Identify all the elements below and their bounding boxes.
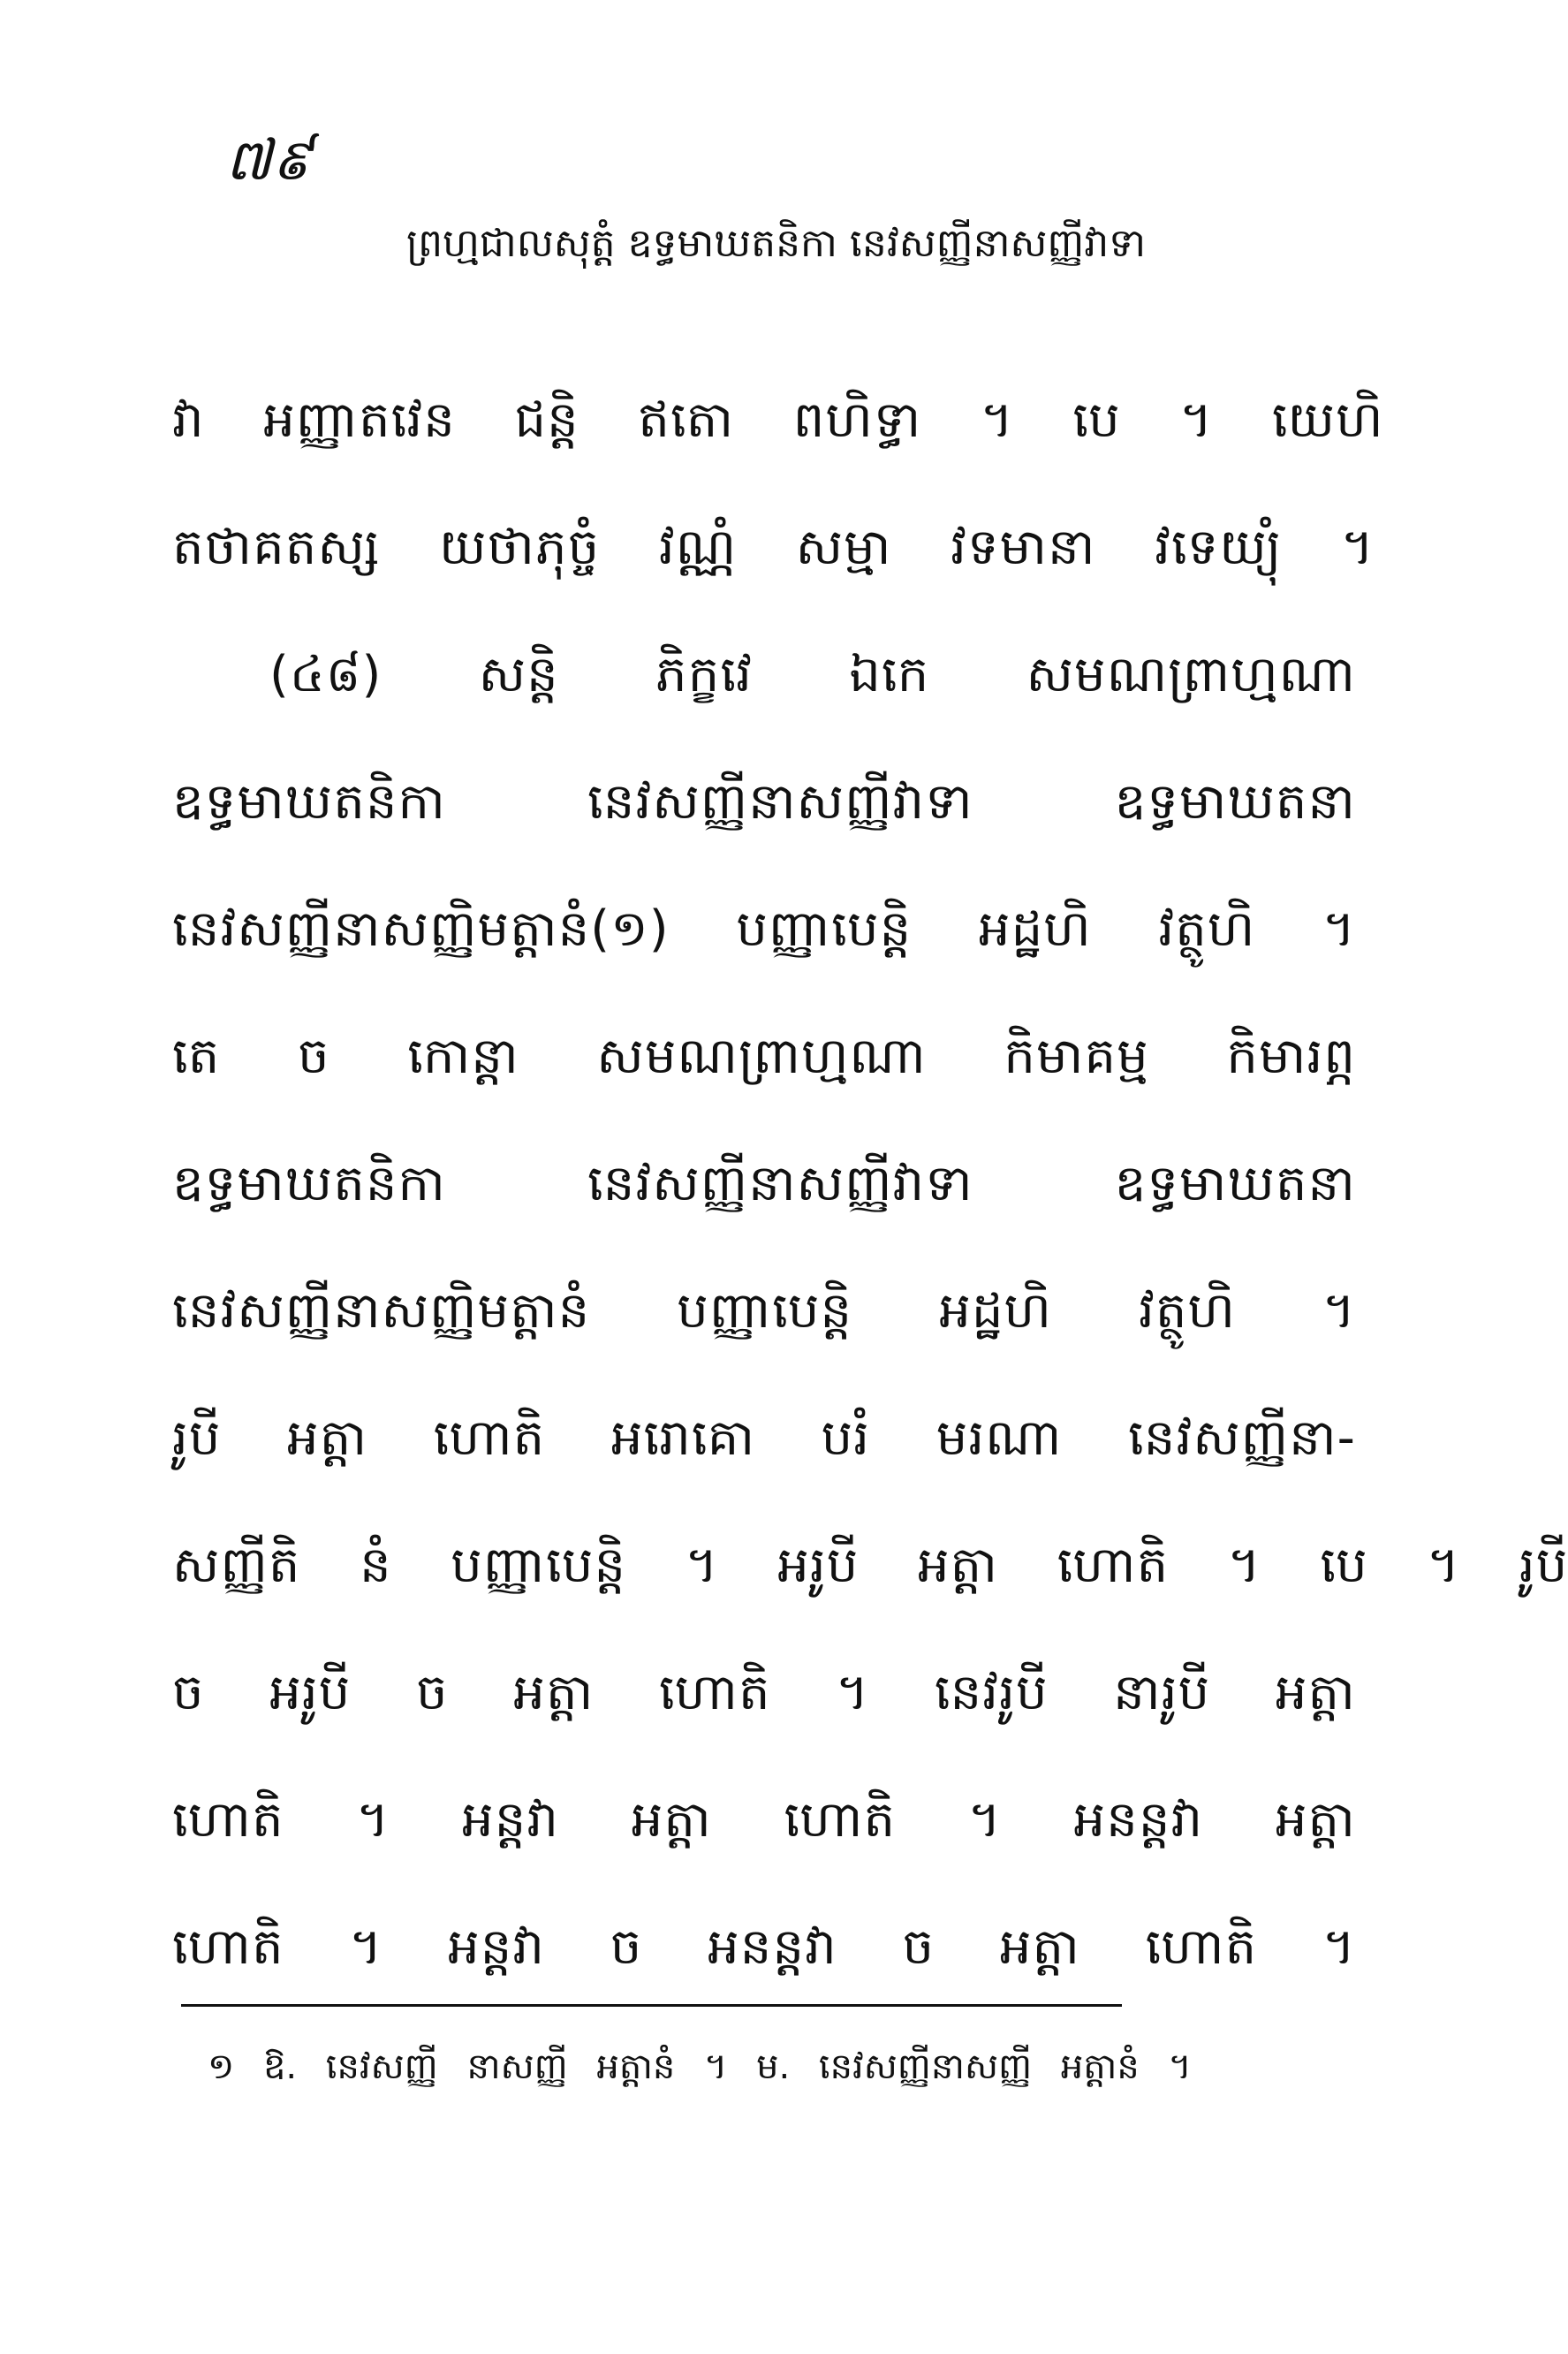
running-header: ព្រហ្មជាលសុត្តំ ឧទ្ធមាឃតនិកា នេវសញ្ញីនាសញ្ញីវាទា (406, 221, 1147, 266)
body-line: ហោតិ ។ អន្តវា ច អនន្តវា ច អត្តា ហោតិ ។ (172, 1918, 1356, 1976)
body-line: សញ្ញីតិ នំ បញ្ញាបេន្តិ ។ អរូបី អត្តា ហោតិ ។ បេ ។ រូបី (172, 1537, 1568, 1594)
footnote: ១ ឱ. នេវសញ្ញី នាសញ្ញី អត្តានំ ។ ម. នេវសញ្ញីនាសញ្ញី អត្តានំ ។ (208, 2046, 1192, 2087)
body-line: វា អញ្ញាតវេន ជន្តិ ឥតោ ពហិទ្ធា ។ បេ ។ យេហិ (172, 391, 1384, 449)
body-line: ច អរូបី ច អត្តា ហោតិ ។ នេវរូបី នារូបី អត្តា (172, 1664, 1356, 1721)
body-line: (៤៨) សន្តិ ភិក្ខវេ ឯកេ សមណព្រាហ្មណា (269, 646, 1356, 703)
body-line: តថាគតស្ស យថាភុច្ចំ វណ្ណំ សម្មា វទមានា វទេយ្យុំ ។ (172, 519, 1375, 576)
body-text (172, 389, 1568, 2043)
page-number: ៧៩ (225, 128, 312, 194)
body-line: នេវសញ្ញីនាសញ្ញិមត្តានំ បញ្ញាបេន្តិ អដ្ឋហិ វត្ថូហិ ។ (172, 1282, 1356, 1340)
body-line: ឧទ្ធមាឃតនិកា នេវសញ្ញីនាសញ្ញីវាទា ឧទ្ធមាឃតនា (172, 773, 1356, 831)
body-line: ឧទ្ធមាឃតនិកា នេវសញ្ញីនាសញ្ញីវាទា ឧទ្ធមាឃតនា (172, 1155, 1356, 1212)
footnote-rule (181, 2004, 1122, 2007)
body-line: រូបី អត្តា ហោតិ អរោគោ បរំ មរណា នេវសញ្ញីនា- (172, 1409, 1356, 1467)
body-line: ហោតិ ។ អន្តវា អត្តា ហោតិ ។ អនន្តវា អត្តា (172, 1791, 1356, 1849)
body-line: តេ ច កោន្តា សមណព្រាហ្មណា កិមាគម្ម កិមារព្ភ (172, 1028, 1356, 1085)
body-line: នេវសញ្ញីនាសញ្ញិមត្តានំ(១) បញ្ញាបេន្តិ អដ្ឋហិ វត្ថូហិ ។ (172, 900, 1356, 958)
